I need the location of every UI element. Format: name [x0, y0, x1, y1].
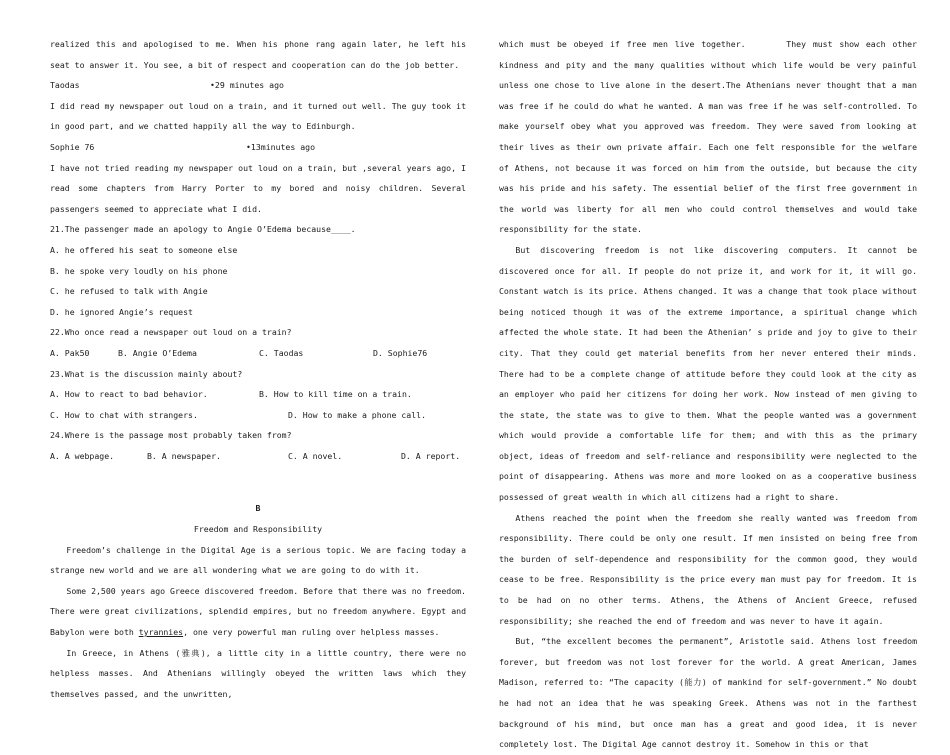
section-letter: B — [255, 503, 261, 514]
passage-paragraph: Athens reached the point when the freedom she really wanted was freedom from responsibility. There could be only one result. If men insisted on being free from the burden of self-dependence and responsibility for the common good, they would cease to be free. Responsibility is the price every man must pay for freedom. It is to be had on no other terms. Athens, the Athens of Ancient Greece, refused responsibility; she reached the end of freedom and was never to have it again. — [499, 512, 917, 626]
q24-options — [50, 446, 466, 467]
q21-option-a: A. he offered his seat to someone else — [50, 244, 238, 255]
comment-username: Taodas — [50, 80, 80, 91]
comment-meta — [50, 137, 466, 158]
q22-option-c: C. Taodas — [259, 347, 304, 358]
comment-text: I did read my newspaper out loud on a train, and it turned out well. The guy took it in good part, and we chatted happily all the way to Edinburgh. — [50, 100, 466, 132]
q23-option-a: A. How to react to bad behavior. — [50, 389, 208, 400]
q23-option-d: D. How to make a phone call. — [288, 409, 427, 420]
q22-options — [50, 343, 466, 364]
passage-paragraph: Freedom’s challenge in the Digital Age is a serious topic. We are facing today a strange new world and we are all wondering what we are going to do with it. — [50, 544, 466, 576]
q24-option-a: A. A webpage. — [50, 450, 115, 461]
q21-option-c: C. he refused to talk with Angie — [50, 286, 208, 297]
question-23: 23.What is the discussion mainly about? — [50, 368, 243, 379]
question-21: 21.The passenger made an apology to Angie O’Edema because____. — [50, 224, 356, 235]
passage-paragraph: realized this and apologised to me. When his phone rang again later, he left his seat to answer it. You see, a bit of respect and cooperation can do the job better. — [50, 39, 466, 70]
passage-paragraph: Some 2,500 years ago Greece discovered freedom. Before that there was no freedom. There were great civilizations, splendid empires, but no freedom anywhere. Egypt and Babylon were both tyrannies, one very powerful man ruling over helpless masses. — [50, 585, 466, 638]
passage-paragraph: In Greece, in Athens (雅典), a little city in a little country, there were no helpless masses. And Athenians willingly obeyed the written laws which they themselves passed, and the unwritten, — [50, 647, 466, 699]
q24-option-c: C. A novel. — [288, 450, 343, 461]
question-24: 24.Where is the passage most probably taken from? — [50, 430, 292, 441]
comment-timestamp: •13minutes ago — [246, 141, 316, 152]
q23-option-c: C. How to chat with strangers. — [50, 409, 198, 420]
comment-timestamp: •29 minutes ago — [210, 80, 284, 91]
passage-paragraph: But discovering freedom is not like discovering computers. It cannot be discovered once for all. If people do not prize it, and work for it, it will go. Constant watch is its price. Athens changed. It was a change that took place without being noticed though it was of the extreme importance, a spiritual change which affected the whole state. It had been the Athenian’ s pride and joy to give to their city. That they could get material benefits from her never entered their minds. There had to be a complete change of attitude before they could look at the city as an employer who paid her citizens for doing her work. Now instead of men giving to the state, the state was to give to them. What the people wanted was a government which would provide a comfortable life for them; and with this as the primary object, ideas of freedom and self-reliance and responsibility were neglected to the point of disappearing. Athens was more and more looked on as a cooperative business possessed of great wealth in which all citizens had a right to share. — [499, 244, 917, 503]
q21-option-d: D. he ignored Angie’s request — [50, 306, 193, 317]
passage-paragraph: which must be obeyed if free men live together. They must show each other kindness and pity and the many qualities without which life would be very painful unless one chose to live alone in the desert.The Athenians never thought that a man was free if he could do what he wanted. A man was free if he was self-controlled. To make yourself obey what you approved was freedom. They were saved from looking at their lives as their own private affair. Each one felt responsible for the welfare of Athens, not because it was forced on him from the outside, but because the city was his pride and his safety. The essential belief of the first free government in the world was liberty for all men who could control themselves and would take responsibility for the state. — [499, 39, 922, 235]
left-column — [50, 34, 466, 704]
q22-option-d: D. Sophie76 — [373, 347, 428, 358]
comment-meta — [50, 75, 466, 96]
q23-options-ab — [50, 384, 466, 405]
comment-username: Sophie 76 — [50, 141, 95, 152]
q21-option-b: B. he spoke very loudly on his phone — [50, 265, 228, 276]
q22-option-a: A. Pak50 — [50, 347, 90, 358]
question-22: 22.Who once read a newspaper out loud on a train? — [50, 327, 292, 338]
underlined-word: tyrannies — [138, 627, 184, 638]
q23-options-cd — [50, 405, 466, 426]
passage-title: Freedom and Responsibility — [193, 524, 323, 535]
q23-option-b: B. How to kill time on a train. — [259, 389, 412, 400]
passage-paragraph: But, “the excellent becomes the permanent”, Aristotle said. Athens lost freedom forever, but freedom was not lost forever for the world. A great American, James Madison, referred to: “The capacity (能力) of mankind for self-government.” No doubt he had not an idea that he was speaking Greek. Athens was not in the farthest background of his mind, but once man has a great and good idea, it is never completely lost. The Digital Age cannot destroy it. Somehow in this or that — [499, 636, 917, 750]
q22-option-b: B. Angie O’Edema — [118, 347, 197, 358]
q24-option-b: B. A newspaper. — [147, 450, 221, 461]
q24-option-d: D. A report. — [401, 450, 461, 461]
comment-text: I have not tried reading my newspaper out loud on a train, but ,several years ago, I read some chapters from Harry Porter to my bored and noisy children. Several passengers seemed to appreciate what I did. — [50, 162, 466, 214]
right-column — [499, 34, 922, 755]
